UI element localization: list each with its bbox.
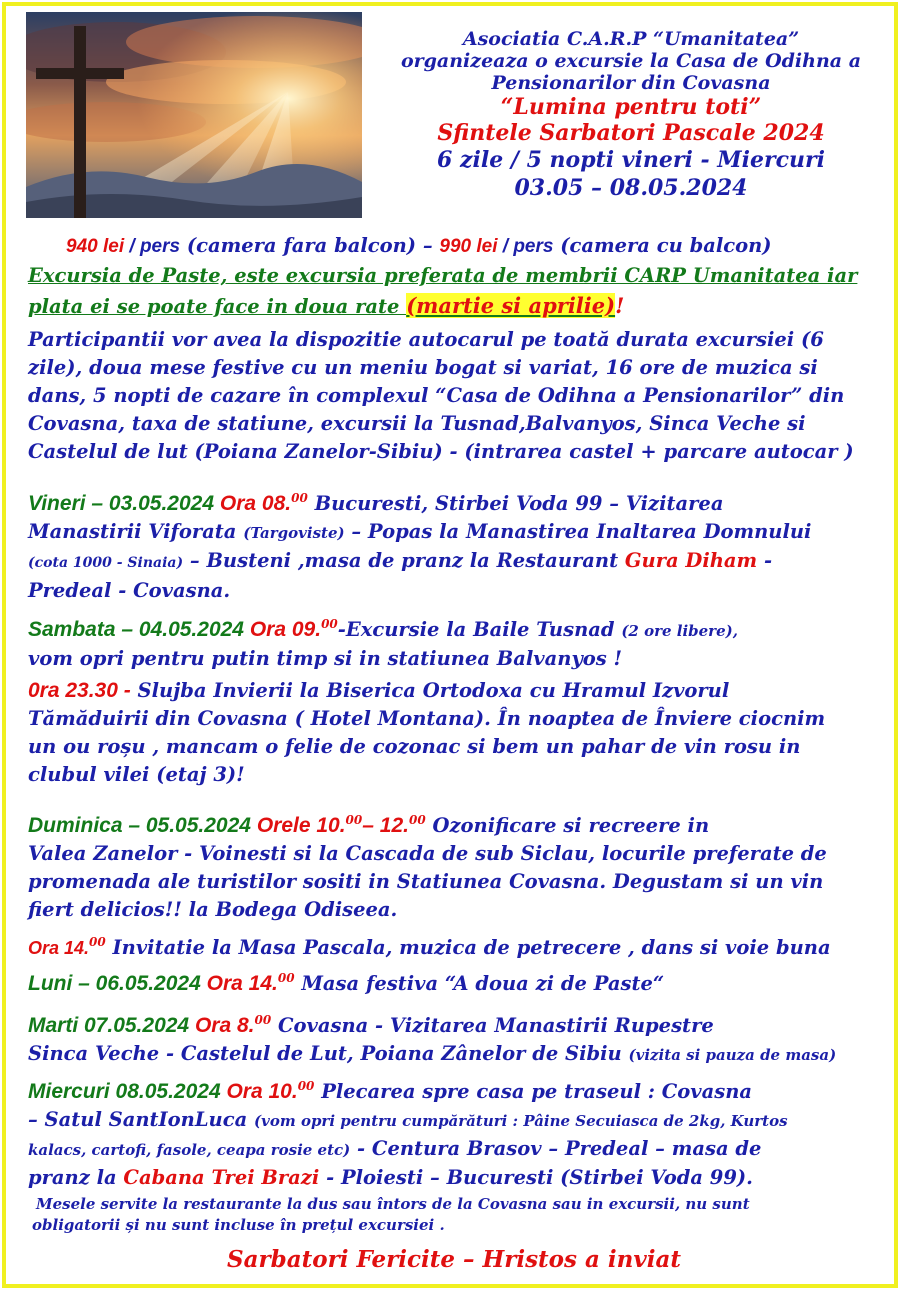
day-2-date: Sambata – 04.05.2024 xyxy=(28,618,244,641)
day-1-text-2a: Manastirii Viforata xyxy=(28,520,244,543)
day-1-program xyxy=(28,484,890,605)
day-5-text-1: Covasna - Vizitarea Manastirii Rupestre xyxy=(271,1014,714,1037)
day-3-text-3: promenada ale turistilor sositi in Statiunea Covasna. Degustam si un vin xyxy=(28,870,824,893)
day-3-time: Orele 10. xyxy=(250,814,346,837)
day-3-text-5: Invitatie la Masa Pascala, muzica de petrecere , dans si voie buna xyxy=(105,936,831,959)
includes-line-5: Castelul de lut (Poiana Zanelor-Sibiu) - (intrarea castel + parcare autocar ) xyxy=(28,440,854,463)
day-6-date: Miercuri 08.05.2024 xyxy=(28,1080,221,1103)
includes-line-4: Covasna, taxa de statiune, excursii la Tusnad,Balvanyos, Sinca Veche si xyxy=(28,412,806,435)
day-3-time-2: Ora 14. xyxy=(28,938,90,958)
day-6-text-4c: - Ploiesti – Bucuresti (Stirbei Voda 99). xyxy=(319,1166,753,1189)
day-3-text-1: Ozonificare si recreere in xyxy=(425,814,710,837)
day-4-time-minutes: 00 xyxy=(277,971,295,985)
day-2-time-minutes: 00 xyxy=(321,617,338,631)
day-6-program xyxy=(28,1072,890,1192)
day-4-date: Luni – 06.05.2024 xyxy=(28,972,201,995)
day-2-time-2: 0ra 23.30 - xyxy=(28,679,131,702)
day-3-program xyxy=(28,806,890,962)
closing-greeting: Sarbatori Fericite – Hristos a inviat xyxy=(227,1246,681,1273)
header-block xyxy=(366,28,896,202)
meals-note xyxy=(32,1194,882,1236)
day-4-program xyxy=(28,964,890,998)
venue-line: Pensionarilor din Covasna xyxy=(491,72,771,94)
day-1-text-4: Predeal - Covasna. xyxy=(28,579,231,602)
includes-line-2: zile), doua mese festive cu un meniu bogat si variat, 16 ore de muzica si xyxy=(28,356,818,379)
day-5-date: Marti 07.05.2024 xyxy=(28,1014,190,1037)
day-1-text-3d: - xyxy=(757,549,773,572)
day-6-text-2b: (vom opri pentru cumpărături : Pâine Secuiasca de 2kg, Kurtos xyxy=(254,1112,788,1130)
day-1-text-2b: (Targoviste) xyxy=(243,524,345,542)
day-6-text-2a: – Satul SantIonLuca xyxy=(28,1108,255,1131)
meals-note-line-2: obligatorii și nu sunt incluse în prețul excursiei . xyxy=(32,1216,445,1234)
day-1-time-minutes: 00 xyxy=(291,491,308,505)
association-name: Asociatia C.A.R.P “Umanitatea” xyxy=(462,28,800,50)
day-6-text-3b: - Centura Brasov – Predeal – masa de xyxy=(350,1137,762,1160)
day-6-text-4a: pranz la xyxy=(28,1166,124,1189)
payment-info xyxy=(28,262,890,321)
day-2-text-1b: (2 ore libere), xyxy=(621,622,738,640)
day-1-date: Vineri – 03.05.2024 xyxy=(28,492,215,515)
day-6-text-3a: kalacs, cartofi, fasole, ceapa rosie etc) xyxy=(28,1141,351,1159)
day-2-text-6: clubul vilei (etaj 3)! xyxy=(28,763,245,786)
day-3-text-2: Valea Zanelor - Voinesti si la Cascada de sub Siclau, locurile preferate de xyxy=(28,842,827,865)
day-5-text-2a: Sinca Veche - Castelul de Lut, Poiana Zânelor de Sibiu xyxy=(28,1042,629,1065)
payment-months-highlight: (martie si aprilie) xyxy=(406,293,616,318)
day-5-text-2b: (vizita si pauza de masa) xyxy=(628,1046,837,1064)
day-6-cabin: Cabana Trei Brazi xyxy=(123,1166,320,1189)
day-2-text-3: Slujba Invierii la Biserica Ortodoxa cu Hramul Izvorul xyxy=(130,679,730,702)
day-3-date: Duminica – 05.05.2024 xyxy=(28,814,251,837)
day-3-time-end: – 12. xyxy=(362,814,409,837)
day-6-text-1: Plecarea spre casa pe traseul : Covasna xyxy=(314,1080,753,1103)
day-2-text-5: un ou roșu , mancam o felie de cozonac si bem un pahar de vin rosu in xyxy=(28,735,801,758)
per-person-1: / pers xyxy=(124,236,181,257)
includes-line-1: Participantii vor avea la dispozitie autocarul pe toată durata excursiei (6 xyxy=(28,328,824,351)
payment-line-2: plata ei se poate face in doua rate xyxy=(28,295,407,318)
day-3-time-minutes-2: 00 xyxy=(408,813,426,827)
day-3-text-4: fiert delicios!! la Bodega Odiseea. xyxy=(28,898,398,921)
day-4-text-1: Masa festiva “A doua zi de Paste“ xyxy=(294,972,665,995)
dates-line: 03.05 – 08.05.2024 xyxy=(514,175,748,201)
day-3-time-minutes-1: 00 xyxy=(345,813,363,827)
payment-line-1: Excursia de Paste, este excursia preferata de membrii CARP Umanitatea iar xyxy=(28,264,858,287)
day-5-time: Ora 8. xyxy=(189,1014,255,1037)
price-balcony: 990 lei xyxy=(439,236,498,257)
day-1-text-1: Bucuresti, Stirbei Voda 99 – Vizitarea xyxy=(307,492,724,515)
payment-exclamation: ! xyxy=(615,293,625,318)
day-2-program xyxy=(28,610,890,789)
day-6-time: Ora 10. xyxy=(220,1080,298,1103)
day-2-time: Ora 09. xyxy=(244,618,322,641)
day-2-text-2: vom opri pentru putin timp si in statiunea Balvanyos ! xyxy=(28,647,623,670)
day-1-text-3a: (cota 1000 - Sinaia) xyxy=(28,555,184,571)
day-1-restaurant: Gura Diham xyxy=(624,549,758,572)
event-title: Sfintele Sarbatori Pascale 2024 xyxy=(437,120,825,146)
day-1-text-3b: – Busteni ,masa de pranz la Restaurant xyxy=(183,549,625,572)
day-2-text-4: Tămăduirii din Covasna ( Hotel Montana). În noaptea de Înviere ciocnim xyxy=(28,707,826,730)
day-1-text-2c: – Popas la Manastirea Inaltarea Domnului xyxy=(344,520,812,543)
room-balcony: (camera cu balcon) xyxy=(553,234,772,257)
price-no-balcony: 940 lei xyxy=(66,236,125,257)
duration-line: 6 zile / 5 nopti vineri - Miercuri xyxy=(437,147,825,173)
flyer-page xyxy=(2,2,898,1288)
includes-line-3: dans, 5 nopti de cazare în complexul “Casa de Odihna a Pensionarilor” din xyxy=(28,384,845,407)
room-no-balcony: (camera fara balcon) – xyxy=(180,234,440,257)
price-line xyxy=(66,232,900,261)
day-1-time: Ora 08. xyxy=(214,492,292,515)
day-5-time-minutes: 00 xyxy=(254,1013,272,1027)
organizes-line: organizeaza o excursie la Casa de Odihna a xyxy=(400,50,862,72)
day-2-text-1a: -Excursie la Baile Tusnad xyxy=(337,618,622,641)
cross-sunset-photo xyxy=(26,12,362,218)
day-6-time-minutes: 00 xyxy=(297,1079,315,1093)
slogan: “Lumina pentru toti” xyxy=(500,94,762,120)
includes-paragraph xyxy=(28,326,890,466)
day-4-time: Ora 14. xyxy=(200,972,278,995)
per-person-2: / pers xyxy=(497,236,554,257)
meals-note-line-1: Mesele servite la restaurante la dus sau întors de la Covasna sau in excursii, nu sunt xyxy=(36,1195,750,1213)
day-3-time-minutes-3: 00 xyxy=(89,935,106,949)
day-5-program xyxy=(28,1006,890,1069)
